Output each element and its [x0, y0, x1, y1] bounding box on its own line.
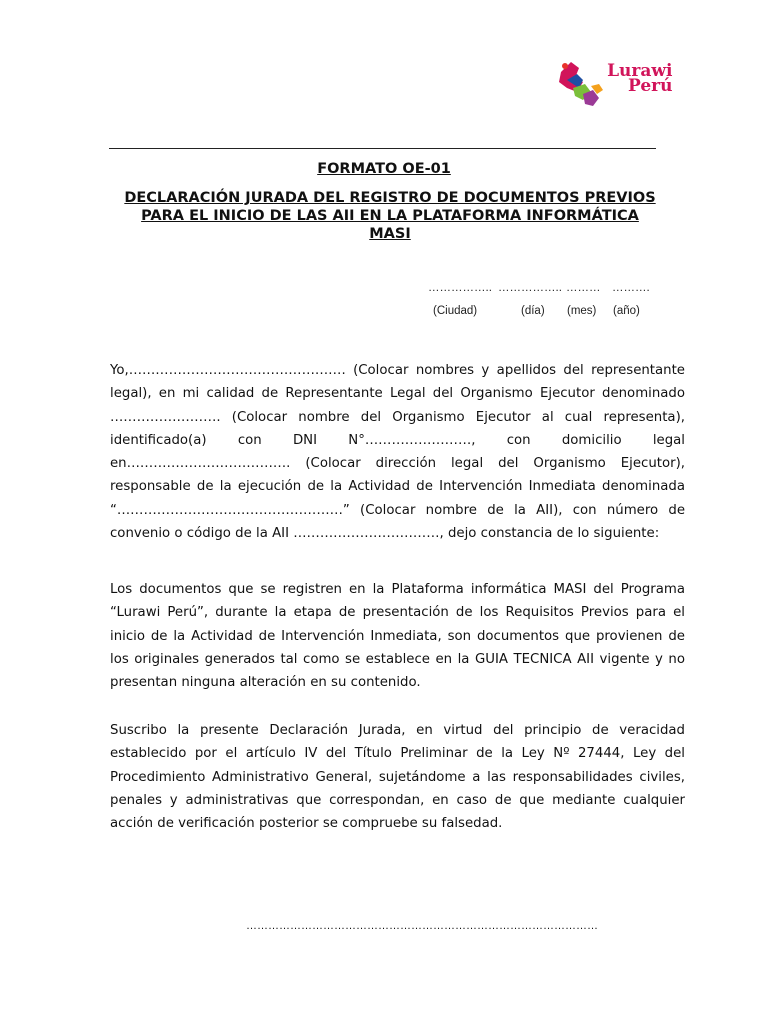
city-label: (Ciudad)	[433, 305, 478, 317]
document-title-line-2: PARA EL INICIO DE LAS AII EN LA PLATAFORMA INFORMÁTICA	[141, 208, 639, 224]
month-label: (mes)	[567, 305, 597, 317]
document-title-line-1: DECLARACIÓN JURADA DEL REGISTRO DE DOCUMENTOS PREVIOS	[124, 190, 656, 206]
signature-line: ……………………………………………………………………………………	[246, 920, 598, 932]
year-blank: ……….	[612, 282, 650, 294]
document-title-line-3: MASI	[369, 226, 411, 242]
documents-statement-paragraph: Los documentos que se registren en la Plataforma informática MASI del Programa “Lurawi Perú”, durante la etapa de presentación de los Requisitos Previos para el inicio de la Actividad de Intervención Inmediata, son documentos que provienen de los originales generados tal como se establece en la GUIA TECNICA AII vigente y no presentan ninguna alteración en su contenido.	[110, 582, 685, 691]
logo-text-line1: Lurawi	[607, 61, 673, 81]
header-rule	[109, 148, 656, 149]
lurawi-peru-logo	[553, 58, 683, 112]
year-label: (año)	[613, 305, 640, 317]
day-label: (día)	[521, 305, 545, 317]
month-blank: ………	[566, 282, 601, 294]
sworn-statement-paragraph: Suscribo la presente Declaración Jurada, en virtud del principio de veracidad establecido por el artículo IV del Título Preliminar de la Ley Nº 27444, Ley del Procedimiento Administrativo General, sujetándome a las responsabilidades civiles, penales y administrativas que correspondan, en caso de que mediante cualquier acción de verificación posterior se compruebe su falsedad.	[110, 723, 685, 832]
form-code: FORMATO OE-01	[317, 161, 451, 177]
city-blank: ……………..	[428, 282, 492, 294]
logo-text-line2: Perú	[628, 76, 673, 96]
declarant-paragraph: Yo,…………………………………………. (Colocar nombres y apellidos del representante legal), en mi calidad de Representante Legal del Organismo Ejecutor denominado ……………………. (Colocar nombre del Organismo Ejecutor al cual representa), identificado(a) con DNI N°……………………, con domicilio legal en………………………………. (Colocar dirección legal del Organismo Ejecutor), responsable de la ejecución de la Actividad de Intervención Inmediata denominada “……………………………………………” (Colocar nombre de la AII), con número de convenio o código de la AII ……………………………, dejo constancia de lo siguiente:	[110, 363, 685, 542]
day-blank: ……………..	[498, 282, 562, 294]
